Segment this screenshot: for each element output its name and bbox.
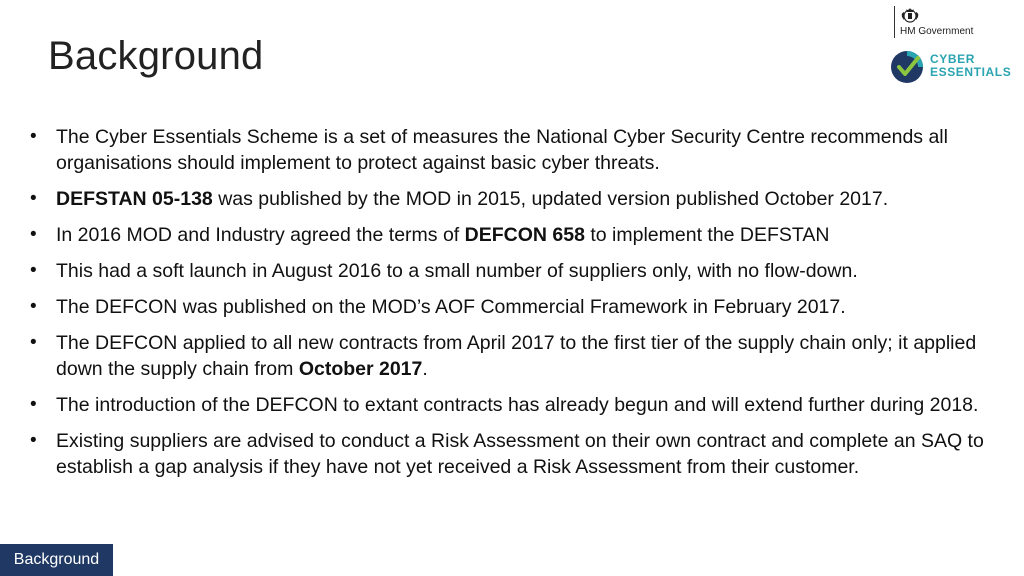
bullet-dot-icon: •: [30, 260, 37, 281]
bullet-dot-icon: •: [30, 126, 37, 147]
bullet-item: • The DEFCON applied to all new contracts from April 2017 to the first tier of the supply chain only; it applied down the supply chain from October 2017.: [30, 332, 977, 380]
bullet-item: • The DEFCON was published on the MOD’s AOF Commercial Framework in February 2017.: [30, 296, 846, 318]
essentials-word: ESSENTIALS: [930, 65, 1012, 79]
cyber-essentials-check-icon: [890, 50, 924, 84]
hm-government-label: HM Government: [900, 26, 974, 37]
bullet-dot-icon: •: [30, 188, 37, 209]
bullet-dot-icon: •: [30, 296, 37, 317]
bullet-item: • The Cyber Essentials Scheme is a set of measures the National Cyber Security Centre recommends all organisations should implement to protect against basic cyber threats.: [30, 126, 948, 174]
cyber-word: CYBER: [930, 52, 976, 66]
bullet-list: [28, 124, 1008, 490]
bullet-item: • In 2016 MOD and Industry agreed the terms of DEFCON 658 to implement the DEFSTAN: [30, 224, 830, 246]
bullet-dot-icon: •: [30, 224, 37, 245]
bullet-item: • Existing suppliers are advised to conduct a Risk Assessment on their own contract and complete an SAQ to establish a gap analysis if they have not yet received a Risk Assessment from their customer.: [30, 430, 984, 478]
bullet-item: • DEFSTAN 05-138 was published by the MOD in 2015, updated version published October 2017.: [30, 188, 889, 210]
slide-title: Background: [48, 34, 264, 78]
royal-crest-icon: [900, 5, 920, 25]
hm-government-logo: [890, 4, 1016, 40]
logo-divider: [894, 6, 895, 38]
bullet-dot-icon: •: [30, 394, 37, 415]
bullet-item: • The introduction of the DEFCON to extant contracts has already begun and will extend further during 2018.: [30, 394, 979, 416]
cyber-essentials-wordmark: [930, 53, 1011, 79]
cyber-essentials-logo: [890, 50, 1016, 86]
bullet-dot-icon: •: [30, 430, 37, 451]
footer-section-tab[interactable]: Background: [0, 544, 113, 576]
bullet-item: • This had a soft launch in August 2016 to a small number of suppliers only, with no flow-down.: [30, 260, 858, 282]
bullet-dot-icon: •: [30, 332, 37, 353]
